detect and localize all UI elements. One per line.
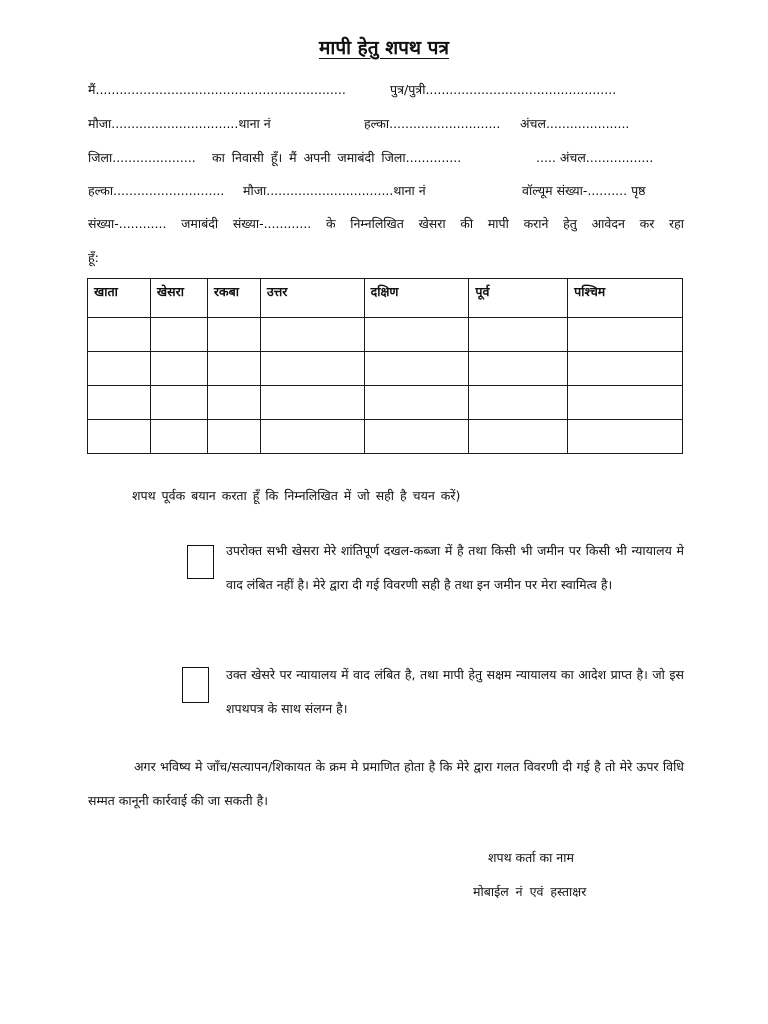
signature-mobile-label: मोबाईल नं एवं हस्ताक्षर (473, 884, 587, 899)
table-cell[interactable] (207, 318, 260, 352)
residence-text: का निवासी हूँ। मैं अपनी जमाबंदी जिला.............. (212, 150, 462, 165)
table-cell[interactable] (88, 352, 151, 386)
line-khesra-request: संख्या-............ जमाबंदी संख्या-............ के निम्नलिखित खेसरा की मापी कराने हेतु आवेदन कर रहा (88, 216, 684, 231)
declaration-paragraph: अगर भविष्य मे जाँच/सत्यापन/शिकायत के क्रम मे प्रमाणित होता है कि मेरे द्वारा गलत विवरणी दी गई है तो मेरे ऊपर विधि सम्मत कानूनी कार्रवाई की जा सकती है। (88, 759, 684, 808)
table-row (88, 386, 683, 420)
option2-text: उक्त खेसरे पर न्यायालय में वाद लंबित है, तथा मापी हेतु सक्षम न्यायालय का आदेश प्राप्त है। जो इस शपथपत्र के साथ संलग्न है। (226, 667, 684, 716)
table-cell[interactable] (260, 352, 364, 386)
halka-field[interactable]: हल्का............................ (364, 116, 501, 131)
signature-name-label: शपथ कर्ता का नाम (488, 850, 574, 865)
table-cell[interactable] (568, 386, 683, 420)
table-cell[interactable] (207, 420, 260, 454)
table-cell[interactable] (469, 318, 568, 352)
table-cell[interactable] (364, 318, 469, 352)
col-uttar: उत्तर (260, 279, 364, 318)
col-dakshin: दक्षिण (364, 279, 469, 318)
relation-field[interactable]: पुत्र/पुत्री................................................ (390, 82, 617, 97)
table-cell[interactable] (207, 386, 260, 420)
table-cell[interactable] (568, 352, 683, 386)
col-khata: खाता (88, 279, 151, 318)
jamabandi-anchal-field[interactable]: ..... अंचल................. (536, 150, 654, 165)
anchal-field[interactable]: अंचल..................... (520, 116, 630, 131)
table-cell[interactable] (88, 318, 151, 352)
option2-checkbox[interactable] (182, 667, 209, 703)
mauja-thana-field[interactable]: मौजा................................थाना नं (88, 116, 271, 131)
table-cell[interactable] (150, 318, 207, 352)
table-cell[interactable] (469, 420, 568, 454)
applicant-name-field[interactable]: मैं............................................................... (88, 82, 346, 97)
table-cell[interactable] (364, 420, 469, 454)
col-purv: पूर्व (469, 279, 568, 318)
table-row (88, 420, 683, 454)
page-title: मापी हेतु शपथ पत्र (319, 37, 449, 59)
jamabandi-mauja-field[interactable]: मौजा................................थाना नं (243, 183, 426, 198)
table-cell[interactable] (260, 386, 364, 420)
table-cell[interactable] (150, 386, 207, 420)
col-khesra: खेसरा (150, 279, 207, 318)
volume-field[interactable]: वॉल्यूम संख्या-.......... पृष्ठ (522, 183, 646, 198)
table-cell[interactable] (568, 420, 683, 454)
table-cell[interactable] (364, 352, 469, 386)
table-cell[interactable] (88, 420, 151, 454)
col-pashchim: पश्चिम (568, 279, 683, 318)
zila-field[interactable]: जिला..................... (88, 150, 196, 165)
table-cell[interactable] (469, 386, 568, 420)
table-row (88, 318, 683, 352)
option1-text: उपरोक्त सभी खेसरा मेरे शांतिपूर्ण दखल-कब्जा में है तथा किसी भी जमीन पर किसी भी न्यायालय मे वाद लंबित नहीं है। मेरे द्वारा दी गई विवरणी सही है तथा इन जमीन पर मेरा स्वामित्व है। (226, 543, 684, 592)
table-cell[interactable] (260, 420, 364, 454)
option1-checkbox[interactable] (187, 545, 214, 579)
khesra-table (87, 278, 683, 454)
table-cell[interactable] (469, 352, 568, 386)
table-cell[interactable] (150, 420, 207, 454)
table-header-row (88, 279, 683, 318)
table-cell[interactable] (150, 352, 207, 386)
oath-intro-text: शपथ पूर्वक बयान करता हूँ कि निम्नलिखित में जो सही है चयन करें) (132, 488, 461, 503)
line-end-text: हूँ: (88, 250, 99, 265)
table-cell[interactable] (364, 386, 469, 420)
col-rakba: रकबा (207, 279, 260, 318)
jamabandi-halka-field[interactable]: हल्का............................ (88, 183, 225, 198)
table-cell[interactable] (207, 352, 260, 386)
table-cell[interactable] (260, 318, 364, 352)
table-row (88, 352, 683, 386)
table-cell[interactable] (88, 386, 151, 420)
table-cell[interactable] (568, 318, 683, 352)
